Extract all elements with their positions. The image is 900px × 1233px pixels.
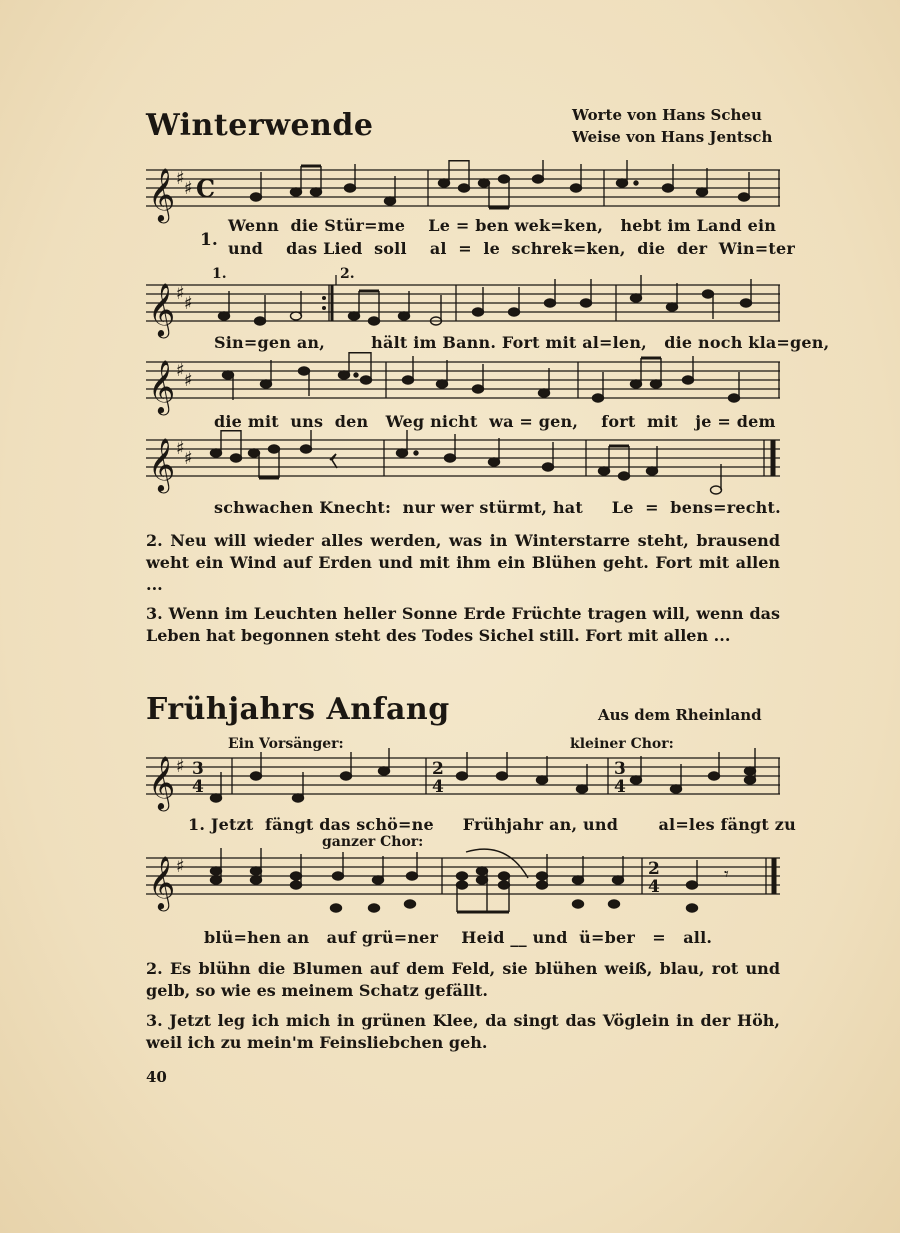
label-kleiner-chor: kleiner Chor: [570,736,674,752]
svg-text:4: 4 [432,777,444,797]
svg-text:♯: ♯ [176,283,185,304]
svg-text:♯: ♯ [176,756,185,777]
svg-text:𝄞: 𝄞 [148,855,176,909]
lyrics-song1-line1b: und das Lied soll al = le schrek=ken, die der Win=ter [228,239,795,258]
svg-text:♯: ♯ [176,360,185,381]
page-number: 40 [146,1068,167,1086]
svg-text:2: 2 [648,859,660,879]
lyrics-song1-line2: Sin=gen an, hält im Bann. Fort mit al=len, die noch kla=gen, [214,333,830,352]
song2-verse-3: 3. Jetzt leg ich mich in grünen Klee, da singt das Vöglein in der Höh, weil ich zu mein'm Feinsliebchen geh. [146,1011,780,1052]
svg-text:𝄞: 𝄞 [148,282,176,336]
svg-text:3: 3 [614,759,626,779]
music-staff-4 [146,430,780,490]
label-vorsaenger: Ein Vorsänger: [228,736,344,752]
lyrics-song1-line3: die mit uns den Weg nicht wa = gen, fort mit je = dem [214,412,776,431]
svg-text:𝄞: 𝄞 [148,359,176,413]
svg-text:♯: ♯ [184,448,193,469]
song1-verse-2: 2. Neu will wieder alles werden, was in Winterstarre steht, brausend weht ein Wind auf Erden und mit ihm ein Blühen geht. Fort mit allen ... [146,531,780,594]
svg-text:𝄞: 𝄞 [148,437,176,491]
svg-text:C: C [196,174,216,203]
svg-text:4: 4 [614,777,626,797]
music-staff-2 [146,275,780,335]
song2-verse-2: 2. Es blühn die Blumen auf dem Feld, sie blühen weiß, blau, rot und gelb, so wie es meinem Schatz gefällt. [146,959,780,1000]
svg-text:4: 4 [192,777,204,797]
svg-text:3: 3 [192,759,204,779]
svg-text:𝄞: 𝄞 [148,755,176,809]
volta-ending-2: 2. [340,266,355,282]
credit-melody: Weise von Hans Jentsch [572,128,773,146]
svg-text:♯: ♯ [176,438,185,459]
volta-ending-1: 1. [212,266,227,282]
label-ganzer-chor: ganzer Chor: [322,834,424,850]
svg-text:𝄞: 𝄞 [148,167,176,221]
song2-origin: Aus dem Rheinland [598,706,762,724]
lyrics-song1-line4: schwachen Knecht: nur wer stürmt, hat Le = bens=recht. [214,498,781,517]
song1-verse-3: 3. Wenn im Leuchten heller Sonne Erde Früchte tragen will, wenn das Leben hat begonnen steht des Todes Sichel still. Fort mit allen ... [146,604,780,645]
svg-text:♯: ♯ [176,856,185,877]
svg-text:♯: ♯ [184,370,193,391]
svg-text:4: 4 [648,877,660,897]
svg-text:♯: ♯ [184,178,193,199]
music-staff-3 [146,352,780,412]
lyrics-song1-line1a: Wenn die Stür=me Le = ben wek=ken, hebt im Land ein [228,216,777,235]
music-staff-1 [146,160,780,220]
song-title-fruehjahrs-anfang: Frühjahrs Anfang [146,692,450,727]
music-staff-5 [146,748,780,808]
song-credits [572,104,772,148]
song-title-winterwende: Winterwende [146,108,374,143]
lyrics-song2-line2: blü=hen an auf grü=ner Heid __ und ü=ber = all. [204,928,713,947]
music-staff-6 [146,848,780,908]
svg-text:𝄾: 𝄾 [724,864,729,885]
verse-number-1: 1. [200,230,218,250]
lyrics-song2-line1: 1. Jetzt fängt das schö=ne Frühjahr an, und al=les fängt zu [188,815,796,834]
credit-words: Worte von Hans Scheu [572,106,762,124]
svg-text:2: 2 [432,759,444,779]
svg-text:♯: ♯ [184,293,193,314]
svg-text:♯: ♯ [176,168,185,189]
